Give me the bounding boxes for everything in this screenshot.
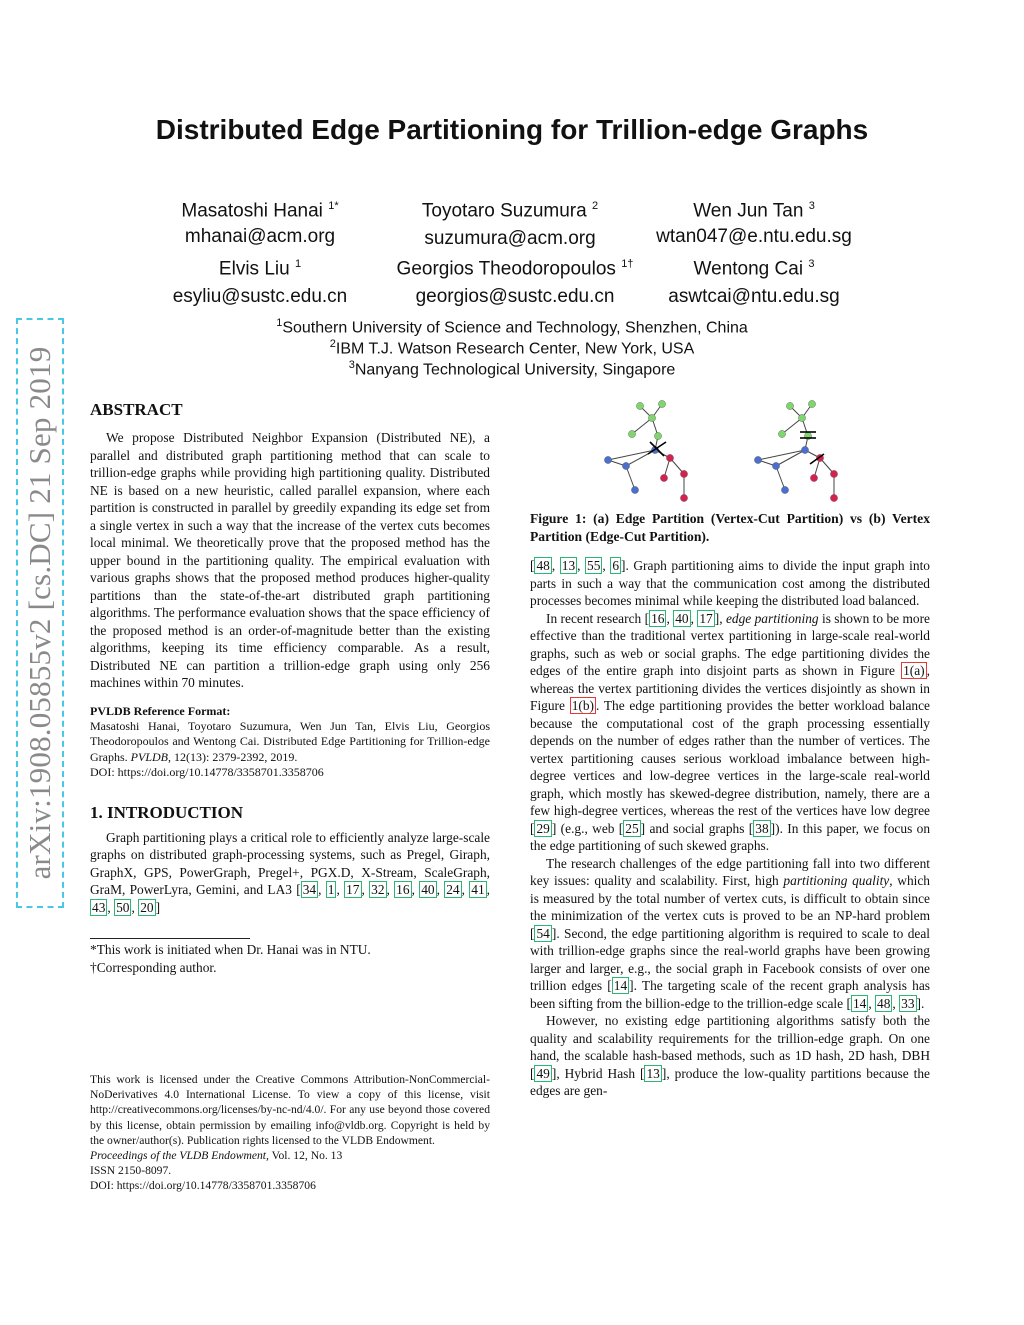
right-citations: [ 16 , 40 , 17 ] xyxy=(644,610,720,626)
author-block xyxy=(624,193,884,250)
graph-vertex xyxy=(631,486,638,493)
citation[interactable]: 25 xyxy=(625,820,639,836)
author-email: mhanai@acm.org xyxy=(184,226,336,248)
citation[interactable]: 38 xyxy=(755,820,769,836)
author-name: Wen Jun Tan xyxy=(693,200,804,222)
paragraph-text: , Hybrid Hash xyxy=(556,1065,636,1081)
affiliation xyxy=(0,355,1024,380)
arxiv-id: arXiv:1908.05855v2 [cs.DC] 21 Sep 2019 xyxy=(22,346,57,880)
proceedings-volume: Vol. 12, No. 13 xyxy=(268,1149,343,1163)
citation[interactable]: 49 xyxy=(536,1065,550,1081)
affiliation-number: 3 xyxy=(348,359,355,371)
citation[interactable]: 34 xyxy=(302,882,317,898)
author-mark: 1 xyxy=(294,258,302,270)
graph-vertex xyxy=(781,486,788,493)
emphasis: partitioning quality xyxy=(783,873,890,888)
author-name: Georgios Theodoropoulos xyxy=(396,258,616,280)
graph-vertex xyxy=(830,470,837,477)
right-citations: [ 48 , 13 , 55 , 6 ] xyxy=(530,558,626,573)
citation[interactable]: 32 xyxy=(371,882,385,898)
author-name: Elvis Liu xyxy=(218,258,290,280)
citation[interactable]: 48 xyxy=(877,995,891,1011)
abstract-text xyxy=(90,429,490,692)
abstract-heading: ABSTRACT xyxy=(90,400,183,419)
author-block xyxy=(130,251,390,310)
proceedings: Proceedings of the VLDB Endowment, xyxy=(90,1149,269,1163)
intro-citations: [ 34 , 1 , 17 , 32 , 16 , 40 , 24 , 41 , 43 , 50 , 20 ] xyxy=(92,882,491,915)
license-block xyxy=(90,1072,490,1194)
figure-ref-1a[interactable]: 1(a) xyxy=(903,663,925,678)
graph-vertex xyxy=(622,462,629,469)
footnote: *This work is initiated when Dr. Hanai was in NTU. xyxy=(90,942,371,958)
citation[interactable]: 29 xyxy=(536,820,550,836)
affiliation-number: 2 xyxy=(329,338,336,350)
graph-edge xyxy=(608,450,655,460)
author-email: georgios@sustc.edu.cn xyxy=(415,286,615,308)
author-email: suzumura@acm.org xyxy=(424,228,596,250)
author-name: Masatoshi Hanai xyxy=(181,200,323,222)
arxiv-stamp xyxy=(16,318,64,908)
graph-vertex xyxy=(658,400,665,407)
license-doi[interactable]: DOI: https://doi.org/10.14778/3358701.3358706 xyxy=(90,1179,316,1193)
paragraph-text: ). In this paper, we focus on the edge partitioning of such skewed graphs. xyxy=(530,820,931,853)
footnotes xyxy=(90,941,490,976)
graph-vertex xyxy=(808,400,815,407)
figure-1-graphic xyxy=(590,398,870,503)
right-column: [ 48 , 13 , 55 , 6 ]. Graph partitioning aims to divide the input graph into parts in such a way that the communication cost among the distributed processes becomes minimal while keeping the distributed load balanced. In recent research [ 16 , 40 , 17 ], edge partitioning is shown to be more effective than the traditional vertex partitioning in large-scale real-world graphs, such as web or social graphs. The edge partitioning divides the edges of the entire graph into disjoint parts as shown in Figure 1(a) , whereas the vertex partitioning divides the vertices disjointly as shown in Figure 1(b) . The edge partitioning provides the better workload balance because the computational cost of the graph processing essentially depends on the number of edges rather than the number of vertices. The vertex partitioning causes serious workload imbalance between high-degree vertices and low-degree vertices in the large-scale real-world graph, which mostly has skewed-degree distribution, namely, there are a few high-degree vertices, whereas the rest of the vertices have low degree [ 29 ] (e.g., web [ 25 ] and social graphs [ 38 ]). In this paper, we focus on the edge partitioning of such skewed graphs. The research challenges of the edge partitioning fall into two different key issues: quality and scalability. First, high partitioning quality, which is measured by the total number of vertex cuts, is difficult to obtain since the minimization of the vertex cuts is proved to be an NP-hard problem [ 54 ]. Second, the edge partitioning algorithm is required to scale to deal with trillion-edge graphs since the real-world graphs have been growing larger and larger, e.g., the social graph in Facebook consists of over one trillion edges [ 14 ]. The targeting scale of the recent graph analysis has been sifting from the billion-edge to the trillion-edge scale [ 14 , 48 , 33 ]. However, no existing edge partitioning algorithms satisfy both the quality and scalability requirements for the trillion-edge graph. On one hand, the scalable hash-based methods, such as 1D hash, 2D hash, DBH [ 49 ], Hybrid Hash [ 13 ], produce the low-quality partitions because the edges are gen- xyxy=(530,558,931,1098)
paragraph-text: . The targeting scale of the recent graph analysis has been sifting from the billion-edge to the trillion-edge scale xyxy=(530,978,930,1011)
author-email: wtan047@e.ntu.edu.sg xyxy=(656,226,852,248)
graph-vertex xyxy=(772,462,779,469)
graph-vertex xyxy=(604,456,611,463)
paragraph-text: , produce the low-quality partitions because the edges are gen- xyxy=(530,1065,930,1098)
edge-partition-graph xyxy=(604,400,687,501)
citation[interactable]: 50 xyxy=(116,899,130,915)
citation[interactable]: 14 xyxy=(852,995,867,1011)
graph-vertex xyxy=(654,432,661,439)
citation[interactable]: 55 xyxy=(587,558,601,573)
author-block xyxy=(375,251,655,310)
citation[interactable]: 33 xyxy=(901,995,915,1011)
abstract-paragraph: We propose Distributed Neighbor Expansion (Distributed NE), a parallel and distributed graph partitioning method that can scale to trillion-edge graphs while providing high partitioning quality. Distributed NE is based on a new heuristic, called parallel expansion, where each partition is constructed in parallel by greedily expanding its edge set from a single vertex in such a way that the increase of the vertex cuts becomes local minimal. We theoretically prove that the proposed method has the upper bound in the partitioning quality. The empirical evaluation with various graphs shows that the proposed method produces higher-quality partitions than the state-of-the-art distributed graph partitioning algorithms. The performance evaluation shows that the space efficiency of the proposed method is an order-of-magnitude better than the existing algorithms, keeping its time efficiency comparable. As a result, Distributed NE can partition a trillion-edge graph using only 256 machines within 70 minutes. xyxy=(90,430,490,690)
pvldb-volume: , 12(13): 2379-2392, 2019. xyxy=(168,749,298,764)
paragraph-text: , whereas the vertex partitioning divides the vertices disjointly as shown in Figure xyxy=(530,663,930,713)
pvldb-doi[interactable]: DOI: https://doi.org/10.14778/3358701.3358706 xyxy=(90,765,324,780)
graph-vertex xyxy=(830,494,837,501)
footnote: †Corresponding author. xyxy=(90,959,217,975)
paragraph-text: is shown to be more effective than the traditional vertex partitioning in large-scale real-world graphs, such as web or social graphs. The edge partitioning divides the edges of the entire graph into disjoint parts as shown in Figure xyxy=(530,610,930,678)
affiliation-text: Nanyang Technological University, Singapore xyxy=(354,361,676,379)
graph-edge xyxy=(776,450,805,466)
graph-vertex xyxy=(810,474,817,481)
graph-vertex xyxy=(660,474,667,481)
intro-paragraph: Graph partitioning plays a critical role to efficiently analyze large-scale graphs on distributed graph-processing systems, such as Pregel, Giraph, GraphX, GPS, PowerGraph, Pregel+, PGX.D, X-Stream, ScaleGraph, GraM, PowerLyra, Gemini, and LA3 xyxy=(90,829,490,898)
paragraph-text: , which is measured by the total number of vertex cuts, is difficult to obtain since the minimization of the vertex cuts is proved to be an NP-hard problem xyxy=(530,873,930,923)
graph-vertex xyxy=(680,470,687,477)
citation[interactable]: 20 xyxy=(140,899,154,915)
citation[interactable]: 48 xyxy=(536,558,550,573)
author-mark: 2 xyxy=(591,200,599,212)
author-block xyxy=(624,251,884,310)
citation[interactable]: 16 xyxy=(396,882,410,898)
author-mark: 1* xyxy=(328,200,339,212)
citation[interactable]: 24 xyxy=(446,882,460,898)
graph-vertex xyxy=(798,414,805,421)
citation[interactable]: 13 xyxy=(561,558,576,573)
paragraph-text: The research challenges of the edge partitioning fall into two different key issues: quality and scalability. First, high xyxy=(530,855,930,888)
graph-vertex xyxy=(648,414,655,421)
graph-vertex xyxy=(680,494,687,501)
graph-vertex xyxy=(786,402,793,409)
graph-edge xyxy=(776,466,785,490)
right-citations: [ 14 , 48 , 33 ] xyxy=(846,995,921,1011)
intro-text xyxy=(90,829,490,917)
author-name: Toyotaro Suzumura xyxy=(421,200,587,222)
issn: ISSN 2150-8097. xyxy=(90,1164,172,1178)
author-block xyxy=(380,193,640,252)
footnote-rule xyxy=(90,938,250,939)
graph-vertex xyxy=(754,456,761,463)
pvldb-journal: PVLDB xyxy=(130,749,169,764)
graph-edge xyxy=(632,418,652,434)
left-column xyxy=(90,400,491,1193)
graph-edge xyxy=(782,418,802,434)
graph-vertex xyxy=(801,446,808,453)
citation[interactable]: 40 xyxy=(421,882,435,898)
paragraph-text: . The edge partitioning provides the better workload balance because the computational cost of the graph processing essentially depends on the number of edges rather than the number of vertices. The vertex partitioning causes serious workload imbalance between high-degree vertices and low-degree vertices in the large-scale real-world graph, which mostly has skewed-degree distribution, namely, there are a few high-degree vertices, whereas the rest of the vertices have low degree xyxy=(530,698,930,818)
paragraph-text: (e.g., web xyxy=(560,820,615,836)
graph-edge xyxy=(758,450,805,460)
vertex-partition-graph xyxy=(754,400,837,501)
figure-ref-1b[interactable]: 1(b) xyxy=(571,698,595,713)
author-email: aswtcai@ntu.edu.sg xyxy=(668,286,840,308)
citation[interactable]: 1 xyxy=(327,882,335,898)
affiliation-text: Southern University of Science and Technology, Shenzhen, China xyxy=(282,319,748,337)
citation[interactable]: 17 xyxy=(346,882,360,898)
citation[interactable]: 43 xyxy=(92,899,106,915)
author-mark: 1† xyxy=(621,258,634,270)
author-email: esyliu@sustc.edu.cn xyxy=(172,286,348,308)
citation[interactable]: 17 xyxy=(699,610,713,626)
paragraph-text: . Second, the edge partitioning algorithm is required to scale to deal with trillion-edge graphs since the real-world graphs have been growing larger and larger, e.g., the social graph in Facebook consists of over one trillion edges xyxy=(530,925,930,993)
graph-edge xyxy=(626,466,635,490)
graph-vertex xyxy=(666,454,673,461)
citation[interactable]: 16 xyxy=(651,610,665,626)
graph-vertex xyxy=(778,430,785,437)
citation[interactable]: 6 xyxy=(612,558,620,573)
paragraph-text: and social graphs xyxy=(649,820,745,836)
citation[interactable]: 40 xyxy=(675,610,689,626)
citation[interactable]: 54 xyxy=(536,925,550,941)
affiliation-number: 1 xyxy=(276,317,283,329)
author-mark: 3 xyxy=(808,200,815,212)
paragraph-text: In recent research xyxy=(546,610,642,626)
paragraph-text: . Graph partitioning aims to divide the input graph into parts in such a way that the communication cost among the distributed processes becomes minimal while keeping the distributed load balanced. xyxy=(530,558,930,608)
figure-caption: Figure 1: (a) Edge Partition (Vertex-Cut Partition) vs (b) Vertex Partition (Edge-Cut Partition). xyxy=(530,511,930,544)
intro-heading: 1. INTRODUCTION xyxy=(90,802,244,822)
emphasis: edge partitioning xyxy=(725,610,819,626)
pvldb-text: Masatoshi Hanai, Toyotaro Suzumura, Wen Jun Tan, Elvis Liu, Georgios Theodoropoulos and Wentong Cai. Distributed Edge Partitioning for Trillion-edge Graphs. xyxy=(90,718,490,764)
author-mark: 3 xyxy=(808,258,815,270)
pvldb-heading: PVLDB Reference Format: xyxy=(90,703,231,718)
graph-vertex xyxy=(628,430,635,437)
author-block xyxy=(130,193,390,250)
graph-vertex xyxy=(636,402,643,409)
affiliation-text: IBM T.J. Watson Research Center, New York, USA xyxy=(335,340,695,358)
citation[interactable]: 14 xyxy=(613,978,628,993)
paragraph-text: However, no existing edge partitioning algorithms satisfy both the quality and scalability requirements for the trillion-edge graph. On one hand, the scalable hash-based methods, such as 1D hash, 2D hash, DBH xyxy=(530,1013,930,1063)
author-name: Wentong Cai xyxy=(693,258,804,280)
citation[interactable]: 13 xyxy=(646,1065,660,1081)
paper-title: Distributed Edge Partitioning for Trillion-edge Graphs xyxy=(155,114,869,145)
citation[interactable]: 41 xyxy=(471,882,485,898)
pvldb-reference xyxy=(90,719,490,781)
license-text: This work is licensed under the Creative Commons Attribution-NonCommercial-NoDerivatives 4.0 International License. To view a copy of this license, visit http://creativecommons.org/licenses/by-nc-nd/4.0/. For any use beyond those covered by this license, obtain permission by emailing info@vldb.org. Copyright is held by the owner/author(s). Publication rights licensed to the VLDB Endowment. xyxy=(90,1073,490,1147)
